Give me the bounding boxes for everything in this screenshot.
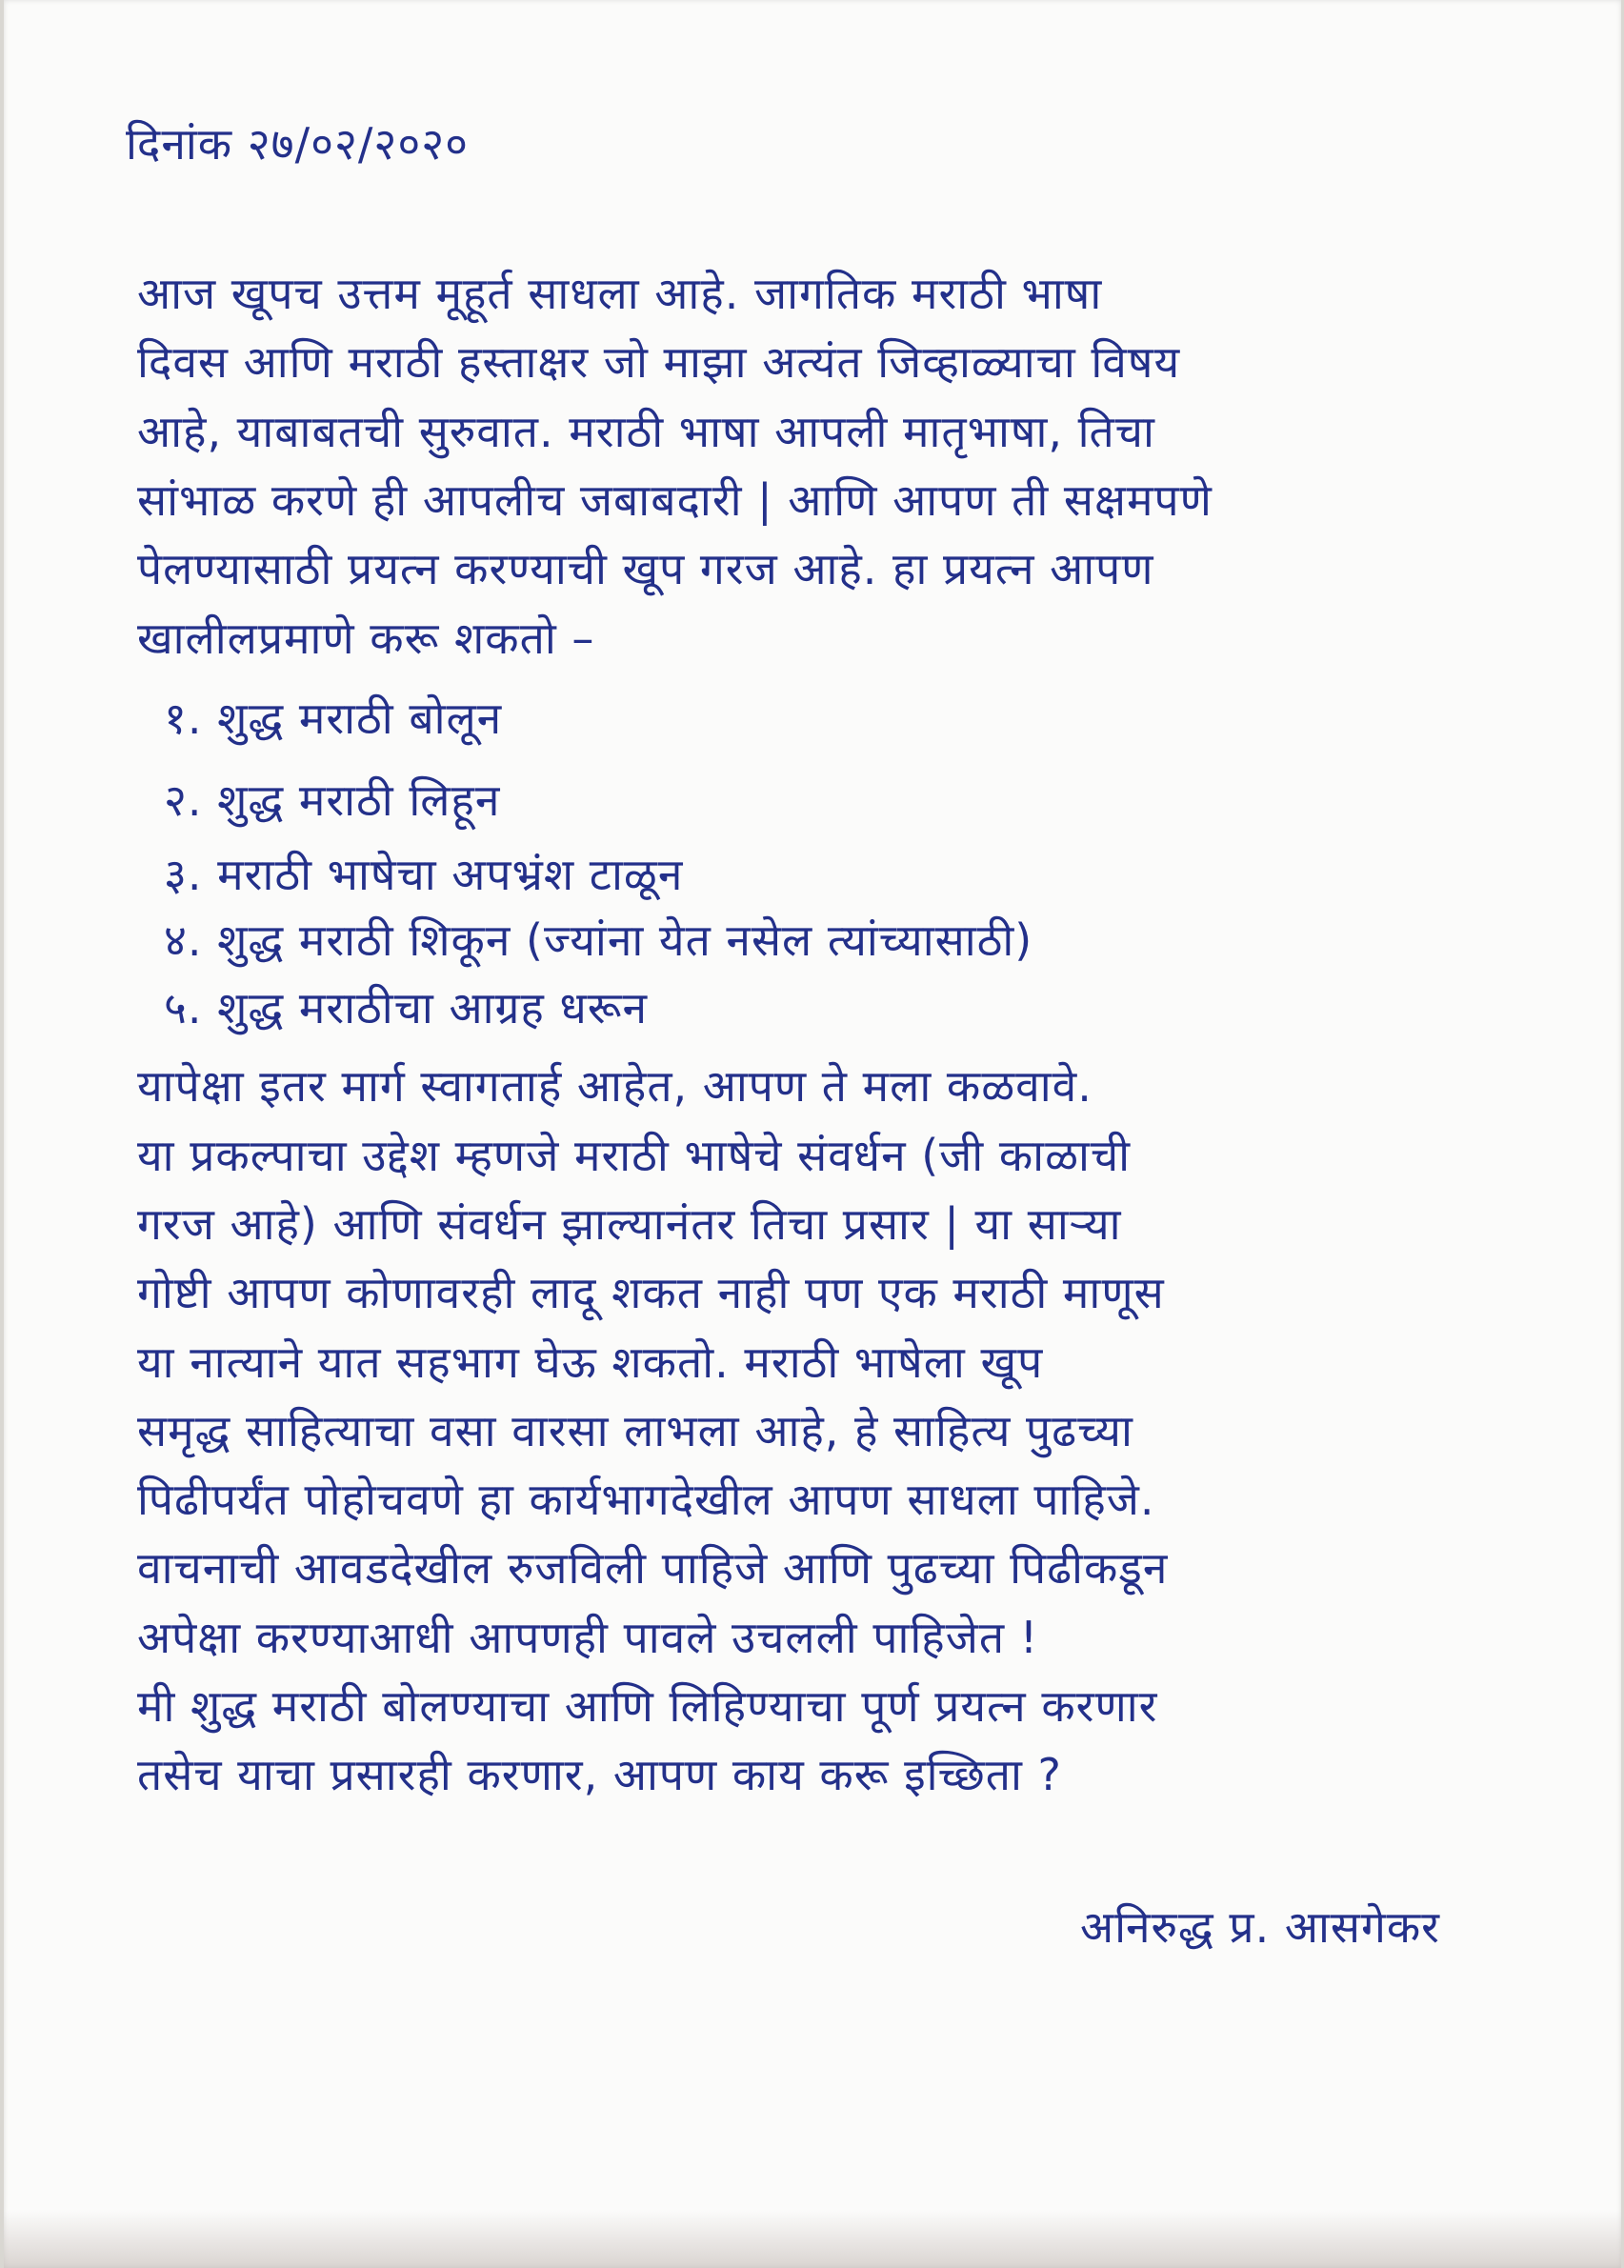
body-line: पिढीपर्यंत पोहोचवणे हा कार्यभागदेखील आपण साधला पाहिजे. (137, 1474, 1155, 1525)
intro-line: आहे, याबाबतची सुरुवात. मराठी भाषा आपली मातृभाषा, तिचा (137, 406, 1155, 457)
intro-line: आज खूपच उत्तम मूहूर्त साधला आहे. जागतिक मराठी भाषा (137, 268, 1103, 319)
body-line: मी शुद्ध मराठी बोलण्याचा आणि लिहिण्याचा पूर्ण प्रयत्न करणार (137, 1680, 1158, 1732)
signature: अनिरुद्ध प्र. आसगेकर (1079, 1901, 1440, 1953)
body-line: तसेच याचा प्रसारही करणार, आपण काय करू इच्छिता ? (137, 1749, 1062, 1800)
body-line: गरज आहे) आणि संवर्धन झाल्यानंतर तिचा प्रसार | या साऱ्या (137, 1198, 1122, 1250)
body-line: गोष्टी आपण कोणावरही लादू शकत नाही पण एक मराठी माणूस (137, 1267, 1165, 1318)
list-item: ३. मराठी भाषेचा अपभ्रंश टाळून (164, 849, 684, 900)
page-edge-shadow (4, 2211, 1621, 2268)
list-item: ४. शुद्ध मराठी शिकून (ज्यांना येत नसेल त्यांच्यासाठी) (164, 914, 1033, 966)
list-item: २. शुद्ध मराठी लिहून (164, 774, 501, 826)
list-item: १. शुद्ध मराठी बोलून (164, 692, 503, 744)
body-line: या नात्याने यात सहभाग घेऊ शकतो. मराठी भाषेला खूप (137, 1336, 1044, 1388)
intro-line: सांभाळ करणे ही आपलीच जबाबदारी | आणि आपण ती सक्षमपणे (137, 474, 1213, 526)
list-item: ५. शुद्ध मराठीचा आग्रह धरून (164, 982, 649, 1034)
letter-sheet (4, 0, 1621, 2268)
body-line: वाचनाची आवडदेखील रुजविली पाहिजे आणि पुढच्या पिढीकडून (137, 1542, 1169, 1594)
intro-line: पेलण्यासाठी प्रयत्न करण्याची खूप गरज आहे. हा प्रयत्न आपण (137, 543, 1154, 594)
body-line: यापेक्षा इतर मार्ग स्वागतार्ह आहेत, आपण ते मला कळवावे. (137, 1060, 1093, 1112)
body-line: समृद्ध साहित्याचा वसा वारसा लाभला आहे, हे साहित्य पुढच्या (137, 1405, 1133, 1456)
intro-line: दिवस आणि मराठी हस्ताक्षर जो माझा अत्यंत जिव्हाळ्याचा विषय (137, 336, 1181, 388)
body-line: या प्रकल्पाचा उद्देश म्हणजे मराठी भाषेचे संवर्धन (जी काळाची (137, 1130, 1132, 1181)
letter-date: दिनांक २७/०२/२०२० (126, 118, 470, 170)
intro-line: खालीलप्रमाणे करू शकतो – (137, 612, 595, 664)
body-line: अपेक्षा करण्याआधी आपणही पावले उचलली पाहिजेत ! (137, 1612, 1039, 1663)
